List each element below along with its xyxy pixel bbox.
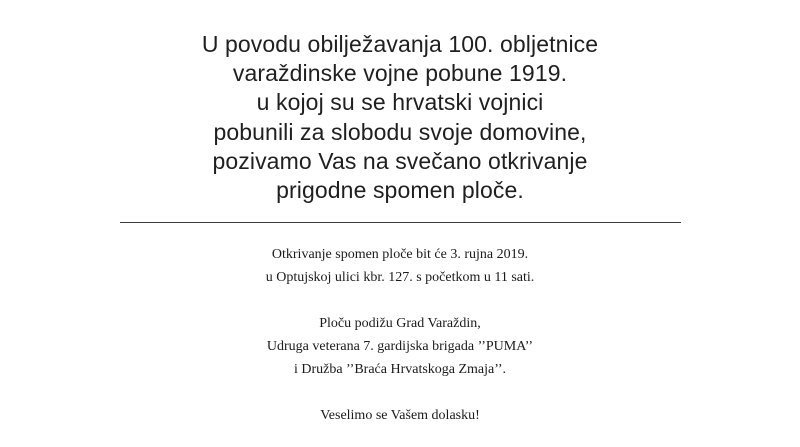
headline-line: prigodne spomen ploče. [276, 177, 524, 204]
headline-line: pozivamo Vas na svečano otkrivanje [212, 147, 588, 174]
organizers-line: Udruga veterana 7. gardijska brigada ’’PUMA’’ [266, 339, 534, 354]
organizers-line: i Družba ’’Braća Hrvatskoga Zmaja’’. [293, 362, 507, 377]
event-details-line: Otkrivanje spomen ploče bit će 3. rujna 2019. [271, 247, 529, 262]
event-details-line: u Optujskoj ulici kbr. 127. s početkom u 11 sati. [265, 270, 535, 285]
invitation-body [150, 243, 650, 427]
headline-line: U povodu obilježavanja 100. obljetnice [201, 31, 599, 57]
headline-line: u kojoj su se hrvatski vojnici [256, 89, 544, 116]
organizers-line: Ploču podižu Grad Varaždin, [319, 316, 481, 331]
headline-line: varaždinske vojne pobune 1919. [232, 60, 568, 87]
paragraph-spacer [150, 381, 650, 404]
paragraph-spacer [150, 289, 650, 312]
horizontal-divider [120, 222, 681, 223]
invitation-headline [100, 30, 700, 205]
closing-line: Veselimo se Vašem dolasku! [320, 408, 480, 423]
headline-line: pobunili za slobodu svoje domovine, [213, 118, 587, 145]
